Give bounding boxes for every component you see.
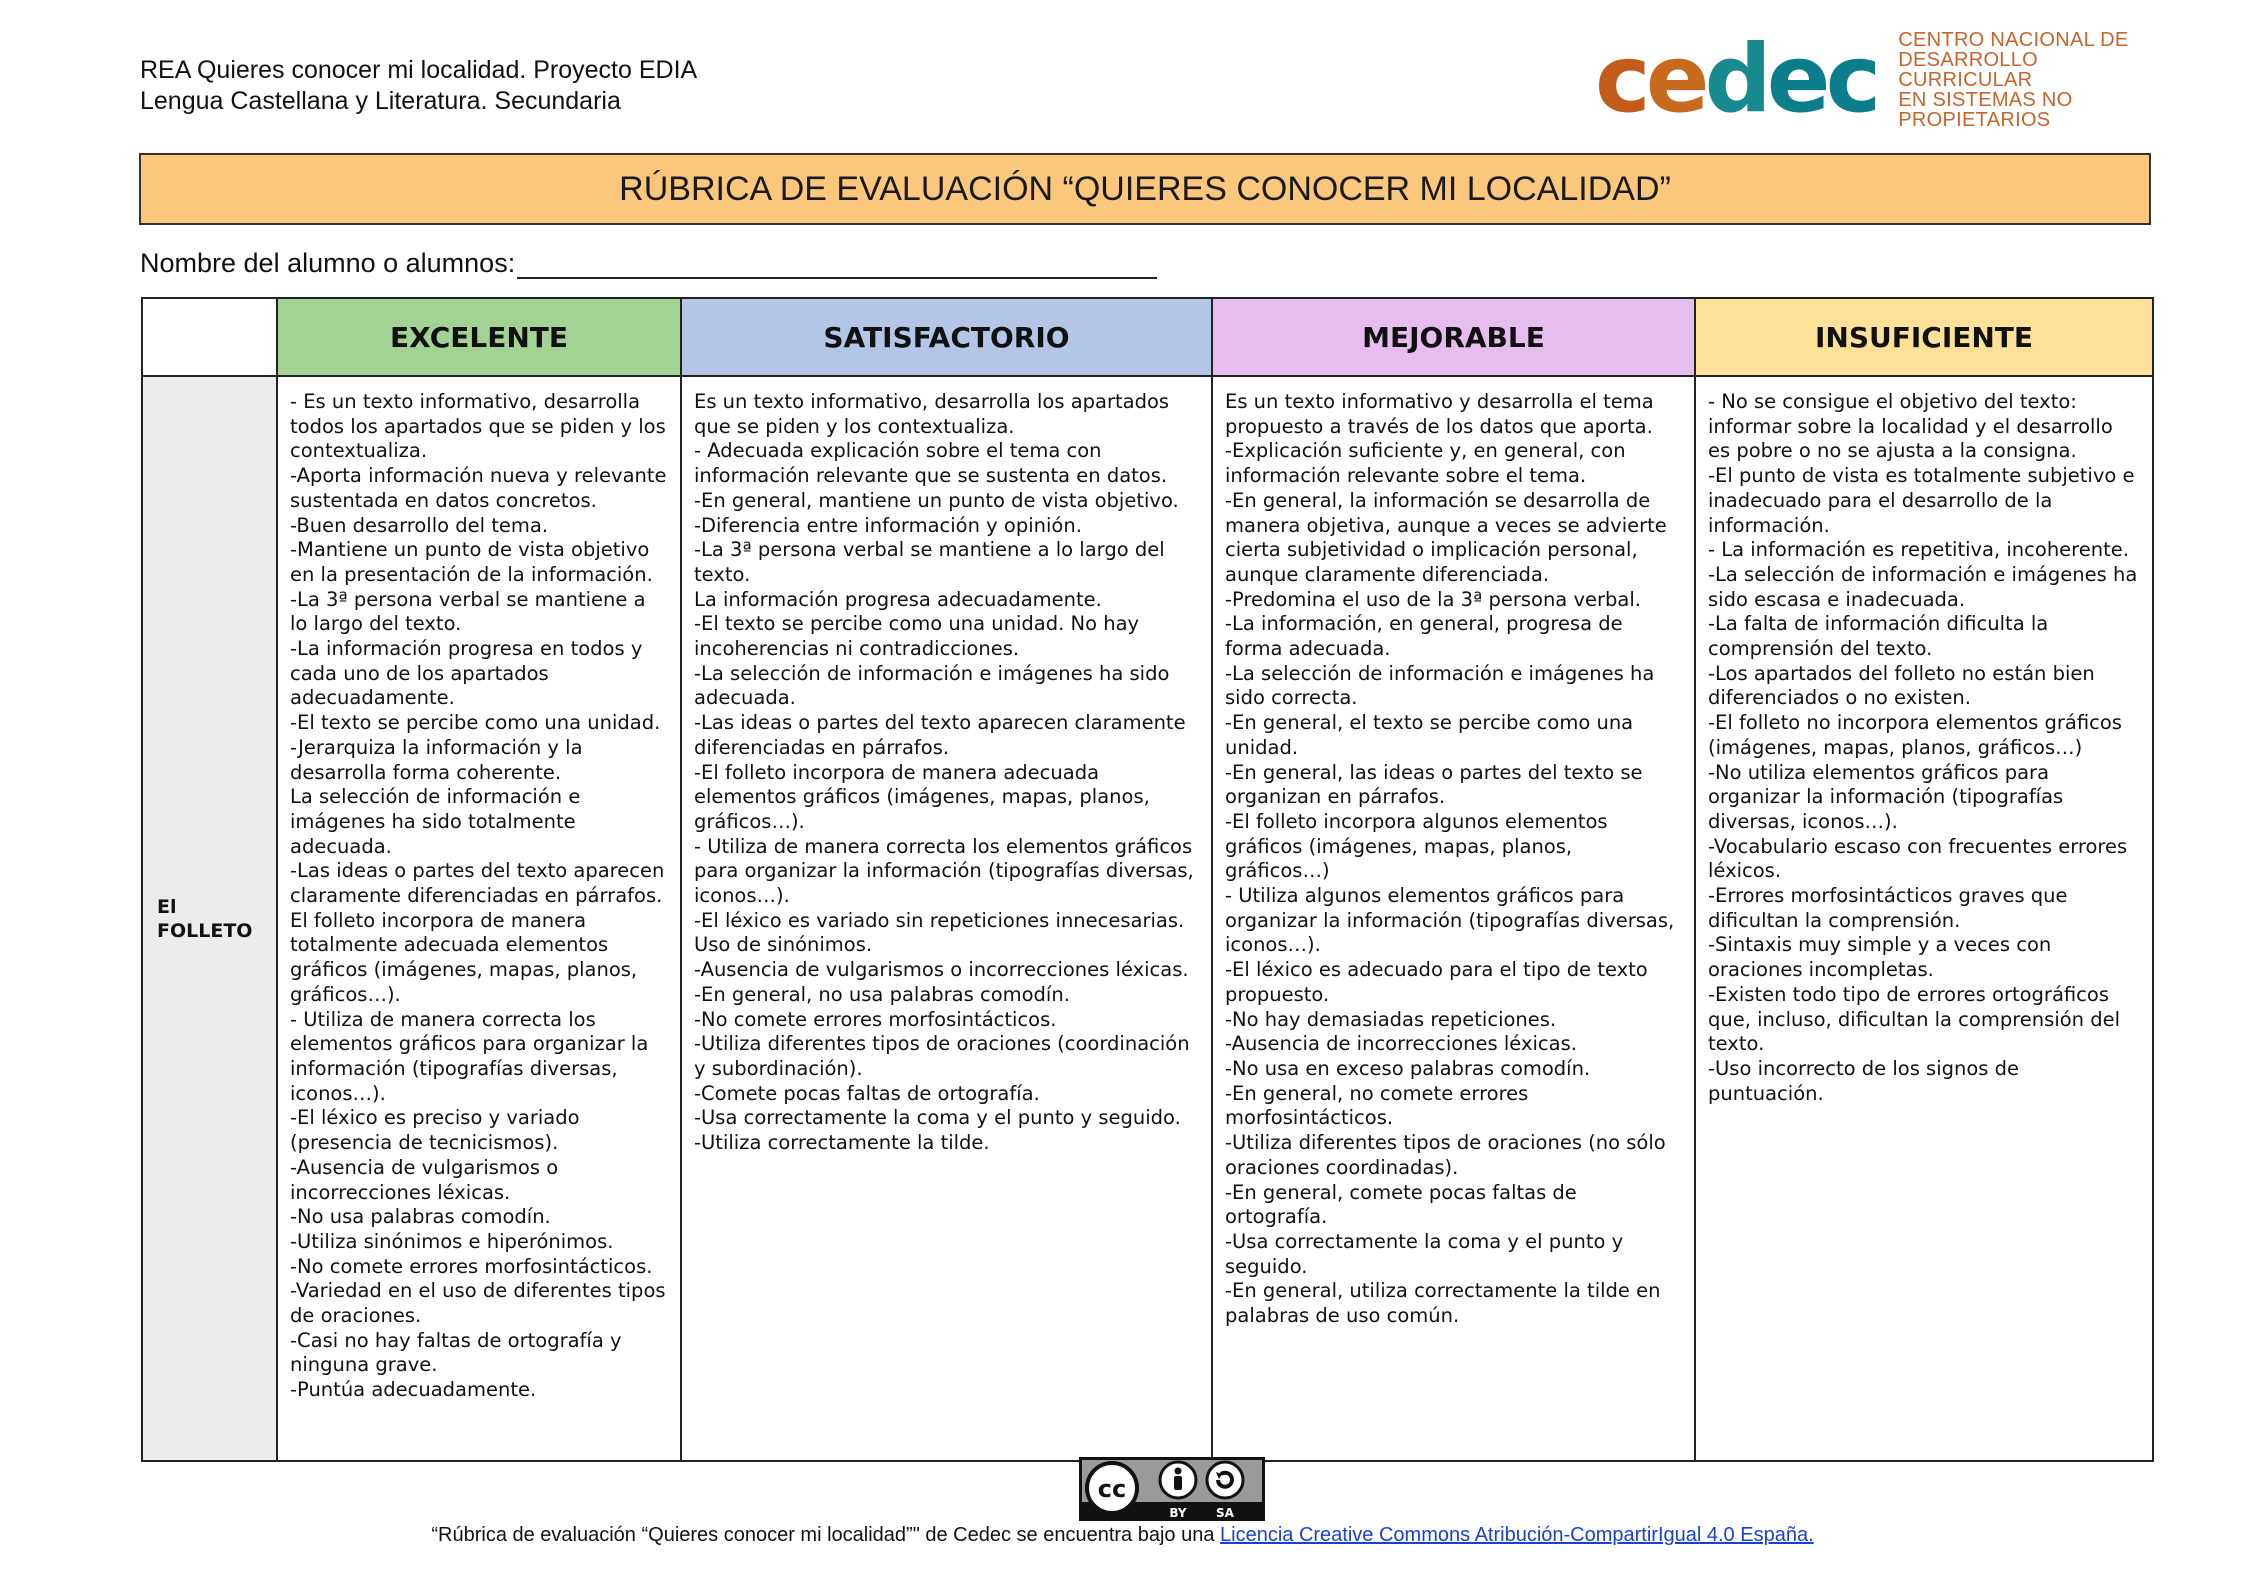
column-header-mejorable: MEJORABLE — [1212, 298, 1695, 376]
cedec-logo — [1595, 24, 2155, 134]
cell-excelente: - Es un texto informativo, desarrolla todos los apartados que se piden y los contextualiza. -Aporta información nueva y relevante sustentada en datos concretos. -Buen desarrollo del tema. -Mantiene un punto de vista objetivo en la presentación de la información. -La 3ª persona verbal se mantiene a lo largo del texto. -La información progresa en todos y cada uno de los apartados adecuadamente. -El texto se percibe como una unidad. -Jerarquiza la información y la desarrolla forma coherente. La selección de información e imágenes ha sido totalmente adecuada. -Las ideas o partes del texto aparecen claramente diferenciadas en párrafos. El folleto incorpora de manera totalmente adecuada elementos gráficos (imágenes, mapas, planos, gráficos…). - Utiliza de manera correcta los elementos gráficos para organizar la información (tipografías diversas, iconos…). -El léxico es preciso y variado (presencia de tecnicismos). -Ausencia de vulgarismos o incorrecciones léxicas. -No usa palabras comodín. -Utiliza sinónimos e hiperónimos. -No comete errores morfosintácticos. -Variedad en el uso de diferentes tipos de oraciones. -Casi no hay faltas de ortografía y ninguna grave. -Puntúa adecuadamente. — [277, 376, 681, 1461]
rubric-corner-cell — [142, 298, 277, 376]
document-header — [140, 55, 697, 117]
logo-wordmark: cedec — [1595, 24, 1877, 134]
criterion-label: El FOLLETO — [142, 376, 277, 1461]
footer-text: “Rúbrica de evaluación “Quieres conocer mi localidad”" de Cedec se encuentra bajo una — [431, 1524, 1221, 1546]
cc-by-sa-badge[interactable] — [1079, 1457, 1265, 1521]
header-line-2: Lengua Castellana y Literatura. Secundaria — [140, 87, 621, 115]
badge-label-sa: SA — [1216, 1506, 1234, 1520]
sa-share-icon — [1207, 1462, 1243, 1498]
column-header-excelente: EXCELENTE — [277, 298, 681, 376]
svg-text:cc: cc — [1097, 1475, 1127, 1503]
rubric-title: RÚBRICA DE EVALUACIÓN “QUIERES CONOCER MI LOCALIDAD” — [139, 153, 2151, 225]
rubric-row-folleto — [142, 376, 2153, 1461]
name-label: Nombre del alumno o alumnos: — [140, 248, 516, 278]
license-footer — [0, 1524, 2245, 1547]
cc-icon — [1087, 1463, 1137, 1513]
rubric-table — [141, 297, 2154, 1462]
column-header-satisfactorio: SATISFACTORIO — [681, 298, 1212, 376]
cell-satisfactorio: Es un texto informativo, desarrolla los apartados que se piden y los contextualiza. - Adecuada explicación sobre el tema con información relevante que se sustenta en datos. -En general, mantiene un punto de vista objetivo. -Diferencia entre información y opinión. -La 3ª persona verbal se mantiene a lo largo del texto. La información progresa adecuadamente. -El texto se percibe como una unidad. No hay incoherencias ni contradicciones. -La selección de información e imágenes ha sido adecuada. -Las ideas o partes del texto aparecen claramente diferenciadas en párrafos. -El folleto incorpora de manera adecuada elementos gráficos (imágenes, mapas, planos, gráficos…). - Utiliza de manera correcta los elementos gráficos para organizar la información (tipografías diversas, iconos…). -El léxico es variado sin repeticiones innecesarias. Uso de sinónimos. -Ausencia de vulgarismos o incorrecciones léxicas. -En general, no usa palabras comodín. -No comete errores morfosintácticos. -Utiliza diferentes tipos de oraciones (coordinación y subordinación). -Comete pocas faltas de ortografía. -Usa correctamente la coma y el punto y seguido. -Utiliza correctamente la tilde. — [681, 376, 1212, 1461]
badge-label-by: BY — [1169, 1506, 1187, 1520]
name-blank-field[interactable] — [517, 249, 1157, 279]
cell-mejorable: Es un texto informativo y desarrolla el tema propuesto a través de los datos que aporta. -Explicación suficiente y, en general, con información relevante sobre el tema. -En general, la información se desarrolla de manera objetiva, aunque a veces se advierte cierta subjetividad o implicación personal, aunque claramente diferenciada. -Predomina el uso de la 3ª persona verbal. -La información, en general, progresa de forma adecuada. -La selección de información e imágenes ha sido correcta. -En general, el texto se percibe como una unidad. -En general, las ideas o partes del texto se organizan en párrafos. -El folleto incorpora algunos elementos gráficos (imágenes, mapas, planos, gráficos…) - Utiliza algunos elementos gráficos para organizar la información (tipografías diversas, iconos…). -El léxico es adecuado para el tipo de texto propuesto. -No hay demasiadas repeticiones. -Ausencia de incorrecciones léxicas. -No usa en exceso palabras comodín. -En general, no comete errores morfosintácticos. -Utiliza diferentes tipos de oraciones (no sólo oraciones coordinadas). -En general, comete pocas faltas de ortografía. -Usa correctamente la coma y el punto y seguido. -En general, utiliza correctamente la tilde en palabras de uso común. — [1212, 376, 1695, 1461]
header-line-1: REA Quieres conocer mi localidad. Proyecto EDIA — [140, 56, 698, 84]
license-link[interactable]: Licencia Creative Commons Atribución-CompartirIgual 4.0 España. — [1220, 1524, 1814, 1546]
rubric-header-row — [142, 298, 2153, 376]
column-header-insuficiente: INSUFICIENTE — [1695, 298, 2153, 376]
logo-tagline: CENTRO NACIONAL DE DESARROLLO CURRICULAR EN SISTEMAS NO PROPIETARIOS — [1898, 28, 2129, 131]
student-name-line — [140, 248, 1157, 279]
by-person-icon — [1160, 1462, 1196, 1498]
cell-insuficiente: - No se consigue el objetivo del texto: informar sobre la localidad y el desarrollo es pobre o no se ajusta a la consigna. -El punto de vista es totalmente subjetivo e inadecuado para el desarrollo de la información. - La información es repetitiva, incoherente. -La selección de información e imágenes ha sido escasa e inadecuada. -La falta de información dificulta la comprensión del texto. -Los apartados del folleto no están bien diferenciados o no existen. -El folleto no incorpora elementos gráficos (imágenes, mapas, planos, gráficos…) -No utiliza elementos gráficos para organizar la información (tipografías diversas, iconos…). -Vocabulario escaso con frecuentes errores léxicos. -Errores morfosintácticos graves que dificultan la comprensión. -Sintaxis muy simple y a veces con oraciones incompletas. -Existen todo tipo de errores ortográficos que, incluso, dificultan la comprensión del texto. -Uso incorrecto de los signos de puntuación. — [1695, 376, 2153, 1461]
